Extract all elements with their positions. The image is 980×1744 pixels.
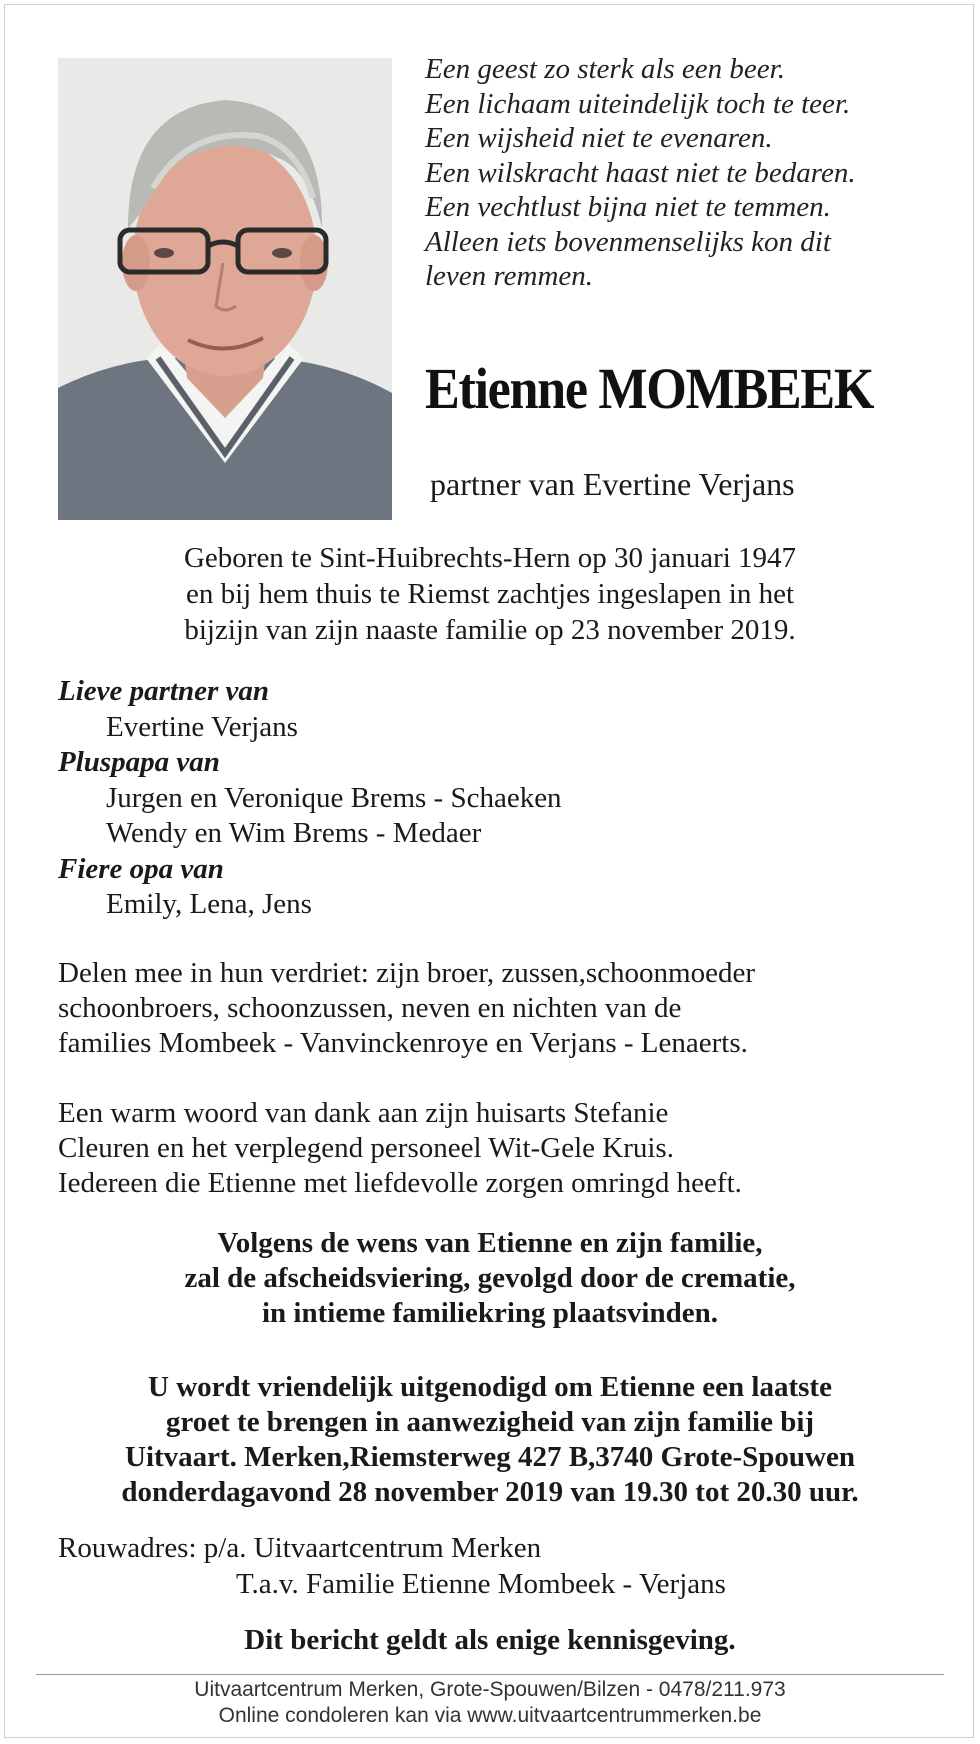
poem-line: Een geest zo sterk als een beer. xyxy=(425,53,785,85)
farewell-wish xyxy=(0,1226,980,1331)
deceased-name: Etienne MOMBEEK xyxy=(425,356,874,421)
footer-condolence-link[interactable]: Online condoleren kan via www.uitvaartcentrummerken.be xyxy=(218,1704,762,1727)
address-line: Rouwadres: p/a. Uitvaartcentrum Merken xyxy=(58,1532,542,1564)
mourning-address xyxy=(58,1530,726,1602)
invite-line: groet te brengen in aanwezigheid van zijn familie bij xyxy=(165,1406,815,1438)
poem xyxy=(425,52,945,294)
footer-contact: Uitvaartcentrum Merken, Grote-Spouwen/Bilzen - 0478/211.973 xyxy=(194,1678,786,1701)
wish-line: zal de afscheidsviering, gevolgd door de crematie, xyxy=(184,1262,796,1294)
paragraph-line: Iedereen die Etienne met liefdevolle zorgen omringd heeft. xyxy=(58,1167,742,1199)
wish-line: in intieme familiekring plaatsvinden. xyxy=(262,1297,718,1329)
thanks-paragraph xyxy=(58,1096,958,1201)
paragraph-line: Een warm woord van dank aan zijn huisarts Stefanie xyxy=(58,1097,669,1129)
poem-line: Een wilskracht haast niet te bedaren. xyxy=(425,156,856,189)
invitation xyxy=(0,1370,980,1510)
birth-line: en bij hem thuis te Riemst zachtjes ingeslapen in het xyxy=(185,578,795,610)
address-line: T.a.v. Familie Etienne Mombeek - Verjans xyxy=(236,1568,726,1600)
relation-name: Evertine Verjans xyxy=(106,710,298,743)
relation-name: Emily, Lena, Jens xyxy=(106,888,312,920)
birth-line: Geboren te Sint-Huibrechts-Hern op 30 januari 1947 xyxy=(183,542,797,574)
poem-line: Een wijsheid niet te evenaren. xyxy=(425,122,773,154)
poem-line: Een vechtlust bijna niet te temmen. xyxy=(425,191,831,223)
paragraph-line: families Mombeek - Vanvinckenroye en Verjans - Lenaerts. xyxy=(58,1027,748,1059)
relation-name: Jurgen en Veronique Brems - Schaeken xyxy=(106,781,562,814)
wish-line: Volgens de wens van Etienne en zijn familie, xyxy=(217,1227,763,1259)
birth-line: bijzijn van zijn naaste familie op 23 november 2019. xyxy=(184,614,796,646)
poem-line: Alleen iets bovenmenselijks kon dit xyxy=(425,225,831,258)
portrait-photo xyxy=(58,58,392,520)
notice-statement: Dit bericht geldt als enige kennisgeving. xyxy=(244,1624,736,1656)
grief-shared-paragraph xyxy=(58,956,958,1061)
family-relations xyxy=(58,674,562,923)
relation-heading: Lieve partner van xyxy=(58,675,270,707)
relation-heading: Fiere opa van xyxy=(58,852,224,885)
relation-heading: Pluspapa van xyxy=(58,746,220,778)
partner-line: partner van Evertine Verjans xyxy=(430,466,795,502)
paragraph-line: Delen mee in hun verdriet: zijn broer, zussen,schoonmoeder xyxy=(58,957,756,989)
relation-name: Wendy en Wim Brems - Medaer xyxy=(106,817,482,849)
birth-death-details xyxy=(0,540,980,648)
footer xyxy=(0,1677,980,1729)
invite-line: donderdagavond 28 november 2019 van 19.30 tot 20.30 uur. xyxy=(121,1476,859,1508)
invite-line: Uitvaart. Merken,Riemsterweg 427 B,3740 Grote-Spouwen xyxy=(125,1441,855,1473)
paragraph-line: Cleuren en het verplegend personeel Wit-Gele Kruis. xyxy=(58,1132,674,1164)
invite-line: U wordt vriendelijk uitgenodigd om Etienne een laatste xyxy=(148,1371,832,1403)
poem-line: Een lichaam uiteindelijk toch te teer. xyxy=(425,87,851,120)
poem-line: leven remmen. xyxy=(425,260,594,292)
portrait-illustration xyxy=(58,58,392,520)
paragraph-line: schoonbroers, schoonzussen, neven en nichten van de xyxy=(58,992,682,1024)
footer-divider xyxy=(36,1674,944,1675)
